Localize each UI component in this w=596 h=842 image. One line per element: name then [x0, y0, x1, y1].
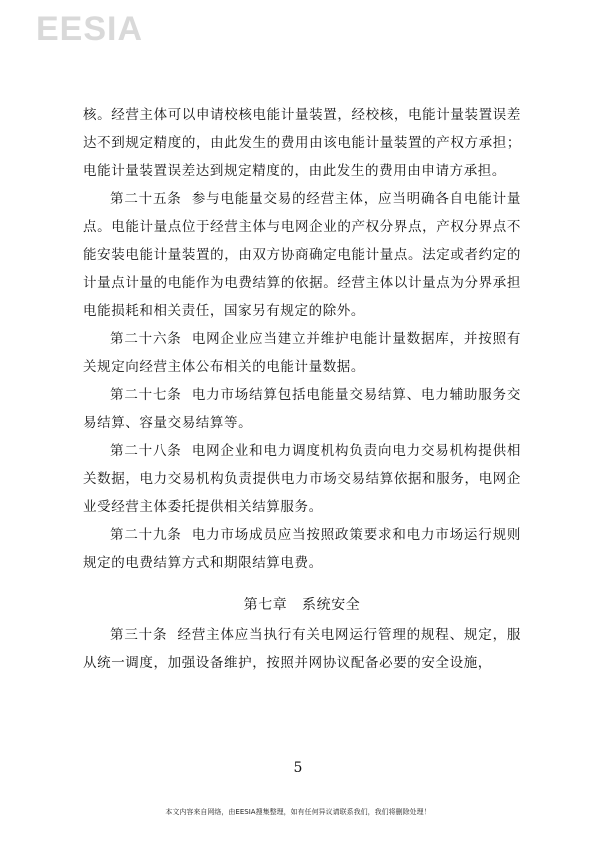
- article-29: [83, 521, 521, 577]
- article-text: 电网企业应当建立并维护电能计量数据库，并按照有关规定向经营主体公布相关的电能计量数据。: [83, 331, 521, 375]
- article-25: [83, 185, 521, 325]
- article-number: 第二十九条: [110, 527, 182, 543]
- article-26: [83, 325, 521, 381]
- article-number: 第二十六条: [110, 331, 182, 347]
- article-number: 第三十条: [110, 627, 168, 643]
- paragraph-text: 核。经营主体可以申请校核电能计量装置，经校核，电能计量装置误差达不到规定精度的，由此发生的费用由该电能计量装置的产权方承担；电能计量装置误差达到规定精度的，由此发生的费用由申请方承担。: [83, 107, 521, 179]
- article-text: 电网企业和电力调度机构负责向电力交易机构提供相关数据，电力交易机构负责提供电力市场交易结算依据和服务，电网企业受经营主体委托提供相关结算服务。: [83, 443, 521, 515]
- article-number: 第二十八条: [110, 443, 182, 459]
- article-text: 参与电能量交易的经营主体，应当明确各自电能计量点。电能计量点位于经营主体与电网企业的产权分界点，产权分界点不能安装电能计量装置的，由双方协商确定电能计量点。法定或者约定的计量点计量的电能作为电费结算的依据。经营主体以计量点为分界承担电能损耗和相关责任，国家另有规定的除外。: [83, 191, 521, 319]
- paragraph-continuation: [83, 101, 521, 185]
- article-text: 电力市场结算包括电能量交易结算、电力辅助服务交易结算、容量交易结算等。: [83, 387, 521, 431]
- eesia-logo: EESIA: [36, 10, 144, 48]
- article-number: 第二十七条: [110, 387, 182, 403]
- article-30: [83, 621, 521, 677]
- article-text: 经营主体应当执行有关电网运行管理的规程、规定，服从统一调度，加强设备维护，按照并网协议配备必要的安全设施，: [83, 627, 521, 671]
- article-number: 第二十五条: [110, 191, 182, 207]
- chapter-heading: 第七章 系统安全: [243, 597, 361, 613]
- page-number: 5: [293, 760, 303, 776]
- document-body: [83, 101, 521, 677]
- footer-disclaimer: 本文内容来自网络，由EESIA搜集整理，如有任何异议请联系我们，我们将删除处理！: [165, 808, 431, 816]
- article-text: 电力市场成员应当按照政策要求和电力市场运行规则规定的电费结算方式和期限结算电费。: [83, 527, 521, 571]
- article-27: [83, 381, 521, 437]
- article-28: [83, 437, 521, 521]
